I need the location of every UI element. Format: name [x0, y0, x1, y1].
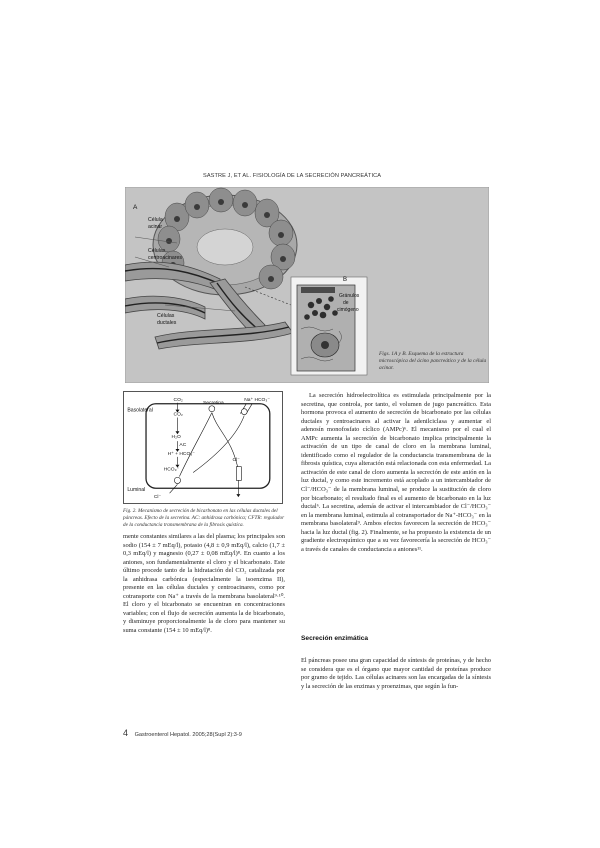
label-h-hco3: H⁺ + HCO₃⁻ [167, 451, 195, 457]
label-luminal: Luminal [127, 487, 146, 494]
label-na-hco3: Na⁺ HCO₃⁻ [244, 397, 270, 403]
label-acinar-line2: acinar [148, 224, 163, 230]
na-hco3-cotransporter [241, 409, 247, 415]
page-footer [123, 728, 323, 738]
right-column-text-2 [301, 657, 491, 691]
label-cl-right: Cl⁻ [232, 457, 240, 463]
label-h2o: H₂O [171, 435, 181, 441]
panel-b-acinar-cell [291, 277, 367, 375]
figure-1-caption: Figs. 1A y B. Esquema de la estructura microscópica del ácino pancreático y de la célula acinar. [379, 351, 487, 372]
secretin-receptor [209, 406, 215, 412]
right-column-text [301, 392, 491, 554]
label-zymogen-line3: cimógeno [337, 307, 359, 313]
label-ac: AC [179, 443, 187, 449]
label-centroacinar-line1: Células [148, 248, 166, 254]
left-paragraph: mente constantes similares a las del plasma; los principales son sodio (154 ± 7 mEq/l), potasio (4,8 ± 0,9 mEq/l), calcio (1,7 ± 0,3 mEq/l) y magnesio (0,27 ± 0,08 mEq/l)⁸. En cuanto a los aniones, son fundamentalmente el cloro y el bicarbonato. Este último procede tanto de la hidratación del CO₂ catalizada por la anhidrasa carbónica (especialmente la isoenzima II), presente en las células ductales y centroacinares, como por cotransporte con Na⁺ a través de la membrana basolateral⁹·¹⁰. El cloro y el bicarbonato se encuentran en concentraciones variables; con el flujo de secreción aumenta la de bicarbonato, y disminuye proporcionalmente la de cloro para mantener su suma constante (154 ± 10 mEq/l)⁸. [123, 533, 285, 635]
right-paragraph-2: El páncreas posee una gran capacidad de síntesis de proteínas, y de hecho se considera que es el órgano que mayor cantidad de proteínas produce por gramo de tejido. Las células acinares son las encargadas de la síntesis y la secreción de las enzimas y proenzimas, que según la fun- [301, 657, 491, 690]
running-header: SASTRE J, ET AL. FISIOLOGÍA DE LA SECRECIÓN PANCREÁTICA [203, 173, 382, 179]
label-zymogen-line2: de [343, 300, 349, 306]
figure-2-caption: Fig. 2. Mecanismo de secreción de bicarbonato en las células ductales del páncreas. Efecto de la secretina. AC: anhidrasa carbónica; CFTR: regulador de la conductancia transmembrana de la fibrosis quística. [123, 508, 285, 528]
page-number: 4 [123, 728, 129, 738]
label-basolateral: Basolateral [127, 407, 153, 414]
panel-a-label: A [133, 204, 138, 211]
figure-2-bicarbonate-diagram [123, 391, 283, 504]
journal-citation: Gastroenterol Hepatol. 2005;28(Supl 2):3-9 [134, 732, 242, 738]
cftr-channel [236, 467, 241, 481]
label-hco3-lumen: HCO₃⁻ [163, 467, 180, 473]
label-cl-lumen: Cl⁻ [153, 495, 162, 501]
label-centroacinar-line2: centroacinares [148, 255, 183, 261]
label-ductal-line1: Células [157, 313, 175, 319]
left-column-text [123, 533, 285, 636]
label-ductal-line2: ductales [157, 320, 177, 326]
section-heading-enzymatic: Secreción enzimática [301, 635, 369, 642]
label-acinar-line1: Célula [148, 217, 163, 223]
label-zymogen-line1: Gránulos [339, 293, 360, 299]
cl-hco3-exchanger [174, 477, 180, 483]
label-secretin: Secretina [203, 400, 224, 406]
right-paragraph-1: La secreción hidroelectrolítica es estimulada principalmente por la secretina, que controla, por tanto, el volumen de jugo pancreático. Esta hormona provoca el aumento de secreción de bicarbonato por las células ductales y centroacinares al activar la adenilciclasa y aumentar el adenosín monofosfato cíclico (AMPc)⁶. El mecanismo por el cual el AMPc aumenta la secreción de bicarbonato implica principalmente la activación de un tipo de canal de cloro en la membrana luminal, identificado como el regulador de la conductancia transmembrana de la fibrosis quística, cuya alteración está relacionada con esta enfermedad. La activación de este canal de cloro aumenta la secreción de este anión en la luz ductal, y como este incremento está acoplado a un intercambiador de Cl⁻/HCO₃⁻ de la membrana luminal, se produce la sustitución de cloro por bicarbonato; el resultado final es el aumento de bicarbonato en la luz ductal⁶. La secretina, además de activar el intercambiador de Cl⁻/HCO₃⁻ en la membrana luminal, estimula al cotransportador de Na⁺-HCO₃⁻ en la membrana basolateral⁹. Ambos efectos favorecen la secreción de HCO₃⁻ hacia la luz ductal (fig. 2). Finalmente, se ha propuesto la existencia de un gradiente electroquímico que a su vez favorecería la secreción de HCO₃⁻ a través de canales de conductancia a aniones¹¹. [301, 392, 491, 553]
label-co2-in: CO₂ [173, 412, 183, 418]
panel-b-label: B [343, 277, 348, 283]
label-co2-top: CO₂ [173, 397, 183, 403]
